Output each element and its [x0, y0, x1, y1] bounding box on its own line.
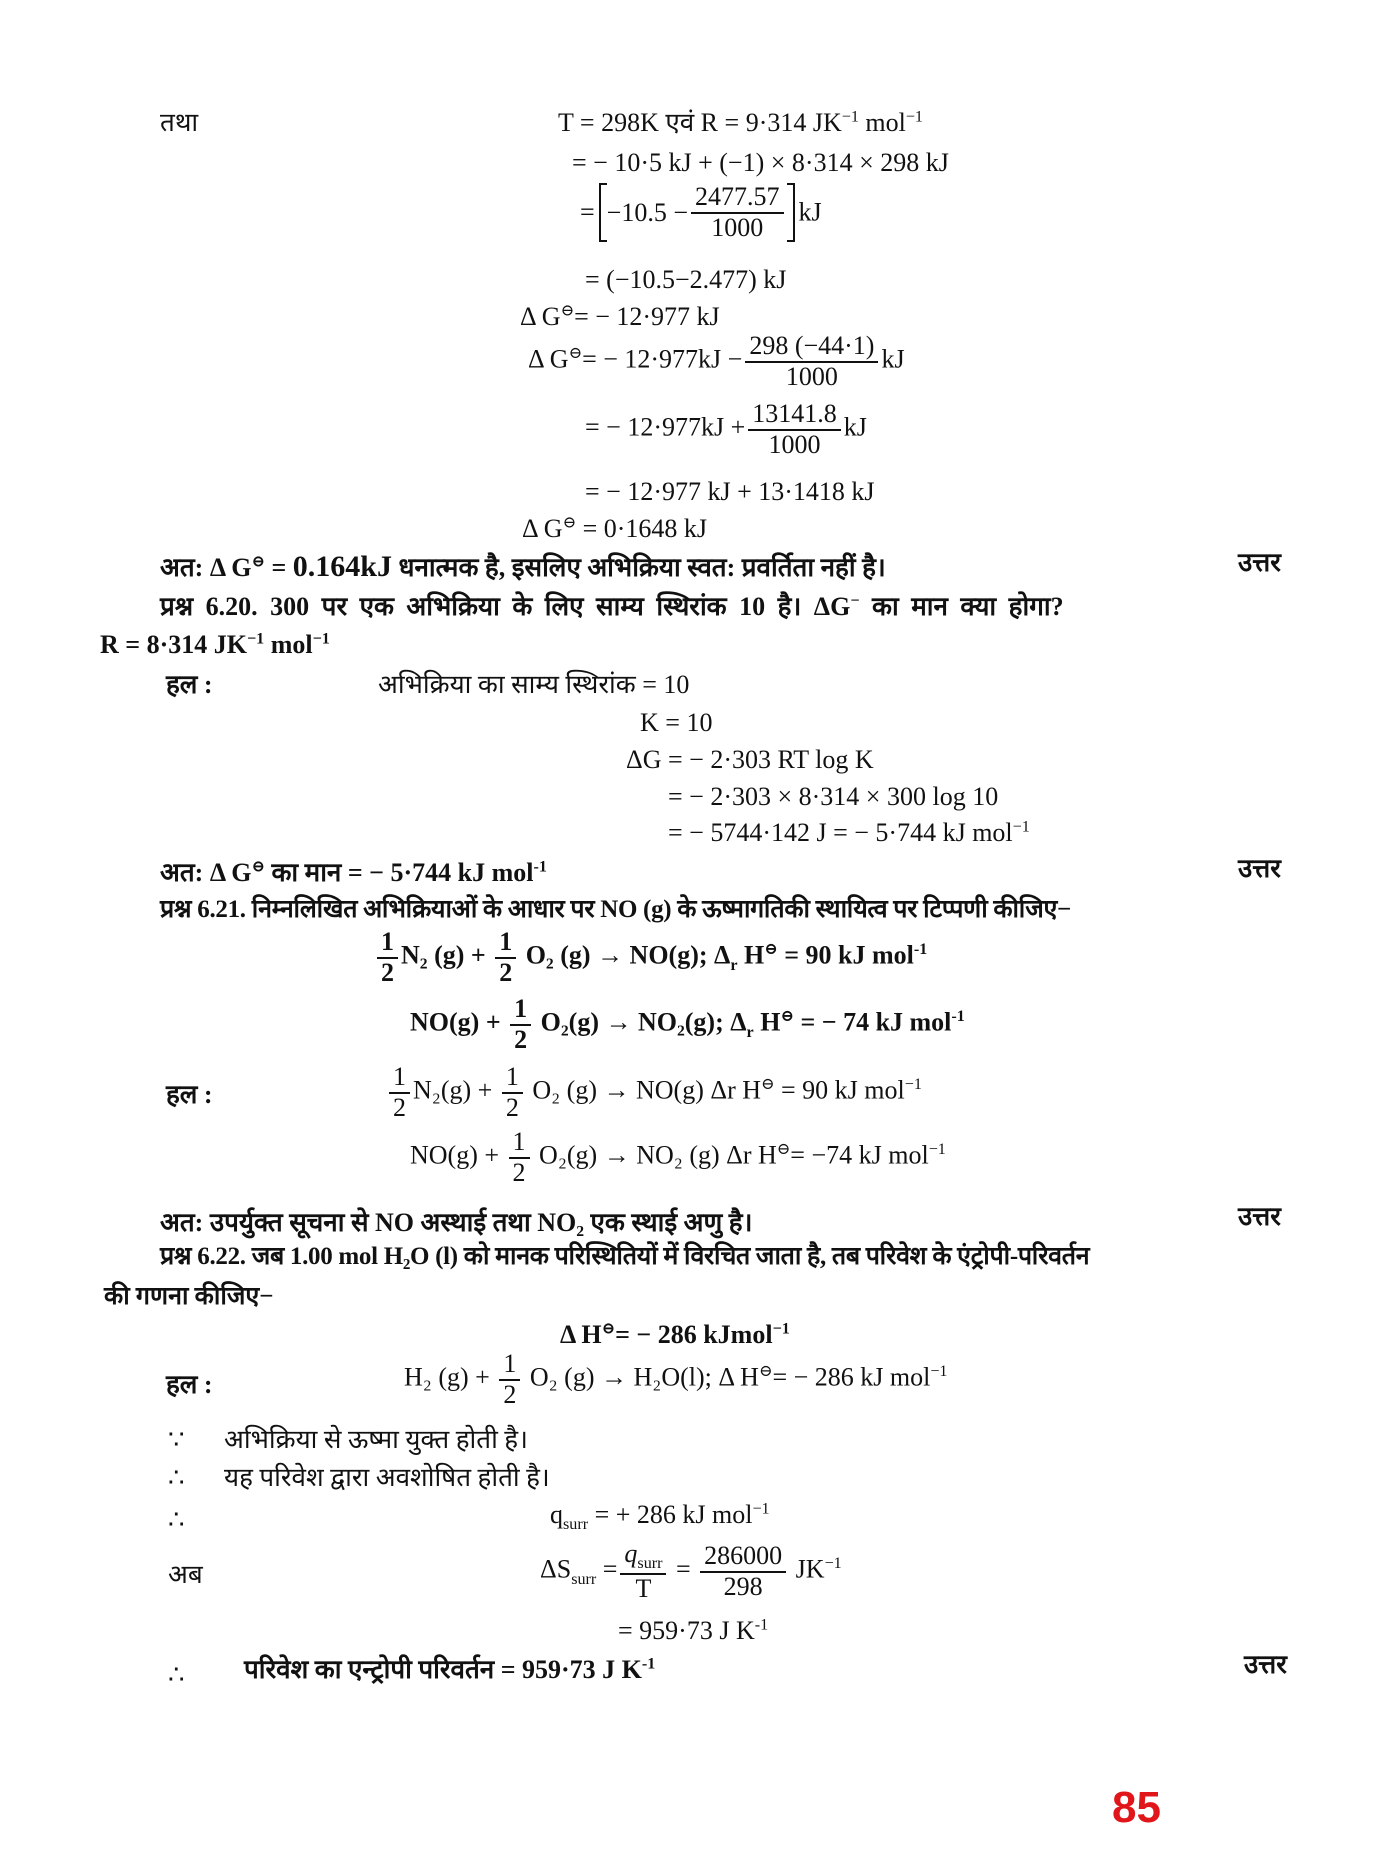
formation-reaction: H₂ (g) + $\frac{1}{2}$ O₂ (g) → H₂O(l); Δ H⊖= − 286 kJ mol$^{-1}$	[404, 1349, 948, 1409]
question-6-20-constant: R = 8·314 $JK^{-1}$ mol$^{-1}$	[100, 630, 330, 659]
conclusion-line: अत: Δ G⊖ = 0.164kJ धनात्मक है, इसलिए अभिक्रिया स्वत: प्रवर्तिता नहीं है।	[160, 550, 886, 583]
solution-line: K = 10	[640, 708, 713, 737]
question-6-22-cont: की गणना कीजिए−	[104, 1283, 274, 1310]
equation-line: Δ G⊖ = 0·1648 kJ	[522, 514, 708, 543]
entropy-change-line: $\Delta S_{surr}$ = $\frac{q_{surr}}{T}$ = $\frac{286000}{298}$ $JK^{-1}$	[540, 1539, 842, 1603]
ab-label: अब	[168, 1560, 203, 1589]
point-line: अभिक्रिया से ऊष्मा युक्त होती है।	[224, 1425, 528, 1454]
equation-line: = − 12·977kJ + $\frac{13141.8}{1000}$ kJ	[585, 399, 867, 459]
solution-reaction-1: $\frac{1}{2}$ N₂(g) + $\frac{1}{2}$ O₂ (g) → NO(g) Δr H⊖ = 90 kJ mol$^{-1}$	[386, 1063, 922, 1122]
answer-label: उत्तर	[1238, 1202, 1281, 1231]
equation-line: T = 298K एवं R = 9·314 $JK^{-1}$ mol$^{-1}$	[558, 108, 923, 137]
solution-line: ΔG = − 2·303 RT log K	[626, 745, 874, 774]
equation-line: = −10.5 − $\frac{2477.57}{1000}$ kJ	[580, 182, 822, 242]
equation-line: Δ G⊖= − 12·977kJ − $\frac{298 (-44\cdot 1)}{1000}$ kJ	[528, 331, 905, 391]
equation-line: = (−10.5−2.477) kJ	[585, 265, 787, 294]
equation-line: Δ G⊖= − 12·977 kJ	[520, 302, 720, 331]
tatha-label: तथा	[160, 108, 199, 137]
point-line: यह परिवेश द्वारा अवशोषित होती है।	[224, 1463, 550, 1492]
solution-label: हल :	[166, 1370, 213, 1399]
reaction-1: $\frac{1}{2}$ N₂ (g) + $\frac{1}{2}$ O₂ (g) → NO(g); $\Delta_r$ H⊖ = 90 kJ mol$^{-1}$	[374, 928, 927, 987]
answer-label: उत्तर	[1238, 548, 1281, 577]
entropy-result: = 959·73 J $K^{-1}$	[618, 1616, 769, 1645]
page-number: 85	[1112, 1783, 1161, 1832]
solution-reaction-2: NO(g) + $\frac{1}{2}$ O₂(g) → NO₂ (g) Δr H⊖= −74 kJ mol$^{-1}$	[410, 1127, 946, 1187]
reaction-2: NO(g) + $\frac{1}{2}$ O₂(g) → NO₂(g); $\Delta_r$ H⊖ = − 74 kJ mol$^{-1}$	[410, 994, 965, 1054]
answer-label: उत्तर	[1244, 1650, 1287, 1679]
answer-label: उत्तर	[1238, 854, 1281, 883]
because-symbol: ∵	[168, 1425, 185, 1454]
given-enthalpy: Δ H⊖= − 286 kJmol$^{-1}$	[560, 1320, 790, 1349]
solution-line: = − 5744·142 J = − 5·744 kJ mol$^{-1}$	[668, 818, 1030, 847]
solution-line: अभिक्रिया का साम्य स्थिरांक = 10	[378, 670, 690, 699]
final-answer-line: परिवेश का एन्ट्रोपी परिवर्तन = 959·73 J $K^{-1}$	[244, 1655, 656, 1684]
solution-label: हल :	[166, 1080, 213, 1109]
solution-line: = − 2·303 × 8·314 × 300 log 10	[668, 782, 999, 811]
therefore-symbol: ∴	[168, 1660, 185, 1689]
conclusion-line: अत: Δ G⊖ का मान = − 5·744 kJ mol$^{-1}$	[160, 858, 547, 887]
equation-line: = − 10·5 kJ + (−1) × 8·314 × 298 kJ	[572, 148, 949, 177]
question-6-22: प्रश्न 6.22. जब 1.00 mol H₂O (l) को मानक परिस्थितियों में विरचित जाता है, तब परिवेश के एंट्रोपी-परिवर्तन	[160, 1243, 1090, 1270]
q-surr-line: $q_{surr}$ = + 286 kJ mol$^{-1}$	[550, 1500, 770, 1534]
therefore-symbol: ∴	[168, 1505, 185, 1534]
solution-label: हल :	[166, 670, 213, 699]
therefore-symbol: ∴	[168, 1463, 185, 1492]
conclusion-line: अत: उपर्युक्त सूचना से NO अस्थाई तथा NO₂ एक स्थाई अणु है।	[160, 1208, 753, 1237]
question-6-20: प्रश्न 6.20. 300 पर एक अभिक्रिया के लिए साम्य स्थिरांक 10 है। ΔG− का मान क्या होगा?	[160, 592, 1064, 621]
equation-line: = − 12·977 kJ + 13·1418 kJ	[585, 477, 875, 506]
question-6-21: प्रश्न 6.21. निम्नलिखित अभिक्रियाओं के आधार पर NO (g) के ऊष्मागतिकी स्थायित्व पर टिप्पणी कीजिए−	[160, 896, 1071, 923]
